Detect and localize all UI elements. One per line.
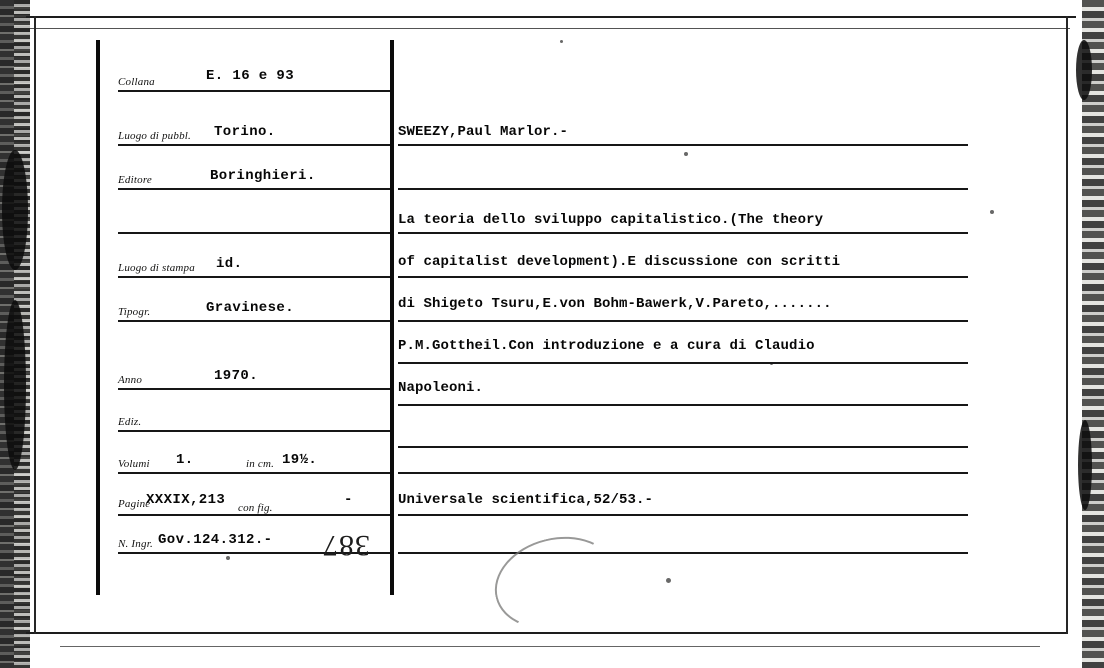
field-value-volumi-cm: 19½.	[282, 452, 318, 468]
card-ruled-line	[398, 446, 968, 448]
card-rule-left	[96, 40, 100, 595]
card-ruled-line	[118, 514, 390, 516]
card-ruled-line	[398, 514, 968, 516]
card-ruled-line	[118, 232, 390, 234]
field-label-n-ingresso: N. Ingr.	[118, 538, 153, 550]
field-label-edizione: Ediz.	[118, 416, 142, 428]
field-value-tipografia: Gravinese.	[206, 300, 295, 316]
entry-title-line: La teoria dello sviluppo capitalistico.(The theory	[398, 212, 824, 228]
field-value-luogo-pubbl: Torino.	[214, 124, 276, 140]
card-ruled-line	[118, 320, 390, 322]
scan-artifact-blob	[4, 300, 26, 470]
field-label-tipografia: Tipogr.	[118, 306, 151, 318]
field-label-luogo-pubbl: Luogo di pubbl.	[118, 130, 191, 142]
card-ruled-line	[398, 362, 968, 364]
field-label-editore: Editore	[118, 174, 152, 186]
card-ruled-line	[398, 232, 968, 234]
field-value-collana: E. 16 e 93	[206, 68, 295, 84]
field-label-volumi: Volumi	[118, 458, 150, 470]
field-value-volumi: 1.	[176, 452, 194, 468]
frame-line-left	[34, 16, 36, 634]
film-edge-right	[1082, 0, 1104, 668]
entry-title-line: Napoleoni.	[398, 380, 484, 396]
card-ruled-line	[398, 472, 968, 474]
card-ruled-line	[118, 276, 390, 278]
card-ruled-line	[398, 276, 968, 278]
frame-line-right	[1066, 16, 1068, 634]
field-label-luogo-stampa: Luogo di stampa	[118, 262, 195, 274]
field-value-pagine: XXXIX,213	[146, 492, 226, 508]
entry-title-line: P.M.Gottheil.Con introduzione e a cura di Claudio	[398, 338, 815, 354]
frame-line-top	[26, 16, 1076, 18]
card-ruled-line	[398, 552, 968, 554]
field-label-anno: Anno	[118, 374, 143, 386]
scan-artifact-blob	[1076, 40, 1092, 100]
scan-artifact-blob	[1078, 420, 1092, 510]
card-rule-middle	[390, 40, 394, 595]
card-ruled-line	[398, 404, 968, 406]
frame-line-bottom	[26, 632, 1066, 634]
entry-series-note: Universale scientifica,52/53.-	[398, 492, 654, 508]
field-value-editore: Boringhieri.	[210, 168, 316, 184]
entry-title-line: of capitalist development).E discussione con scritti	[398, 254, 841, 270]
field-value-luogo-stampa: id.	[216, 256, 243, 272]
card-ruled-line	[118, 430, 390, 432]
entry-title-line: di Shigeto Tsuru,E.von Bohm-Bawerk,V.Pareto,.......	[398, 296, 832, 312]
field-value-anno: 1970.	[214, 368, 259, 384]
card-ruled-line	[398, 320, 968, 322]
field-value-n-ingresso: Gov.124.312.-	[158, 532, 273, 548]
dust-speck	[990, 210, 994, 214]
entry-author: SWEEZY,Paul Marlor.-	[398, 124, 569, 140]
field-label-pagine-fig: con fig.	[238, 502, 273, 514]
card-ruled-line	[398, 144, 968, 146]
card-ruled-line	[118, 388, 390, 390]
frame-line-top-secondary	[30, 28, 1070, 29]
stamp-arc-mark	[485, 524, 627, 641]
card-ruled-line	[118, 188, 390, 190]
field-label-collana: Collana	[118, 76, 155, 88]
pencil-annotation-number: 387	[322, 529, 370, 562]
field-label-volumi-cm: in cm.	[246, 458, 275, 470]
card-ruled-line	[118, 90, 390, 92]
card-ruled-line	[118, 472, 390, 474]
scan-artifact-blob	[2, 150, 28, 270]
field-value-pagine-fig: -	[344, 492, 353, 508]
card-ruled-line	[398, 188, 968, 190]
frame-line-bottom-secondary	[60, 646, 1040, 647]
catalogue-card	[96, 40, 976, 600]
card-ruled-line	[118, 144, 390, 146]
field-label-pagine: Pagine	[118, 498, 151, 510]
